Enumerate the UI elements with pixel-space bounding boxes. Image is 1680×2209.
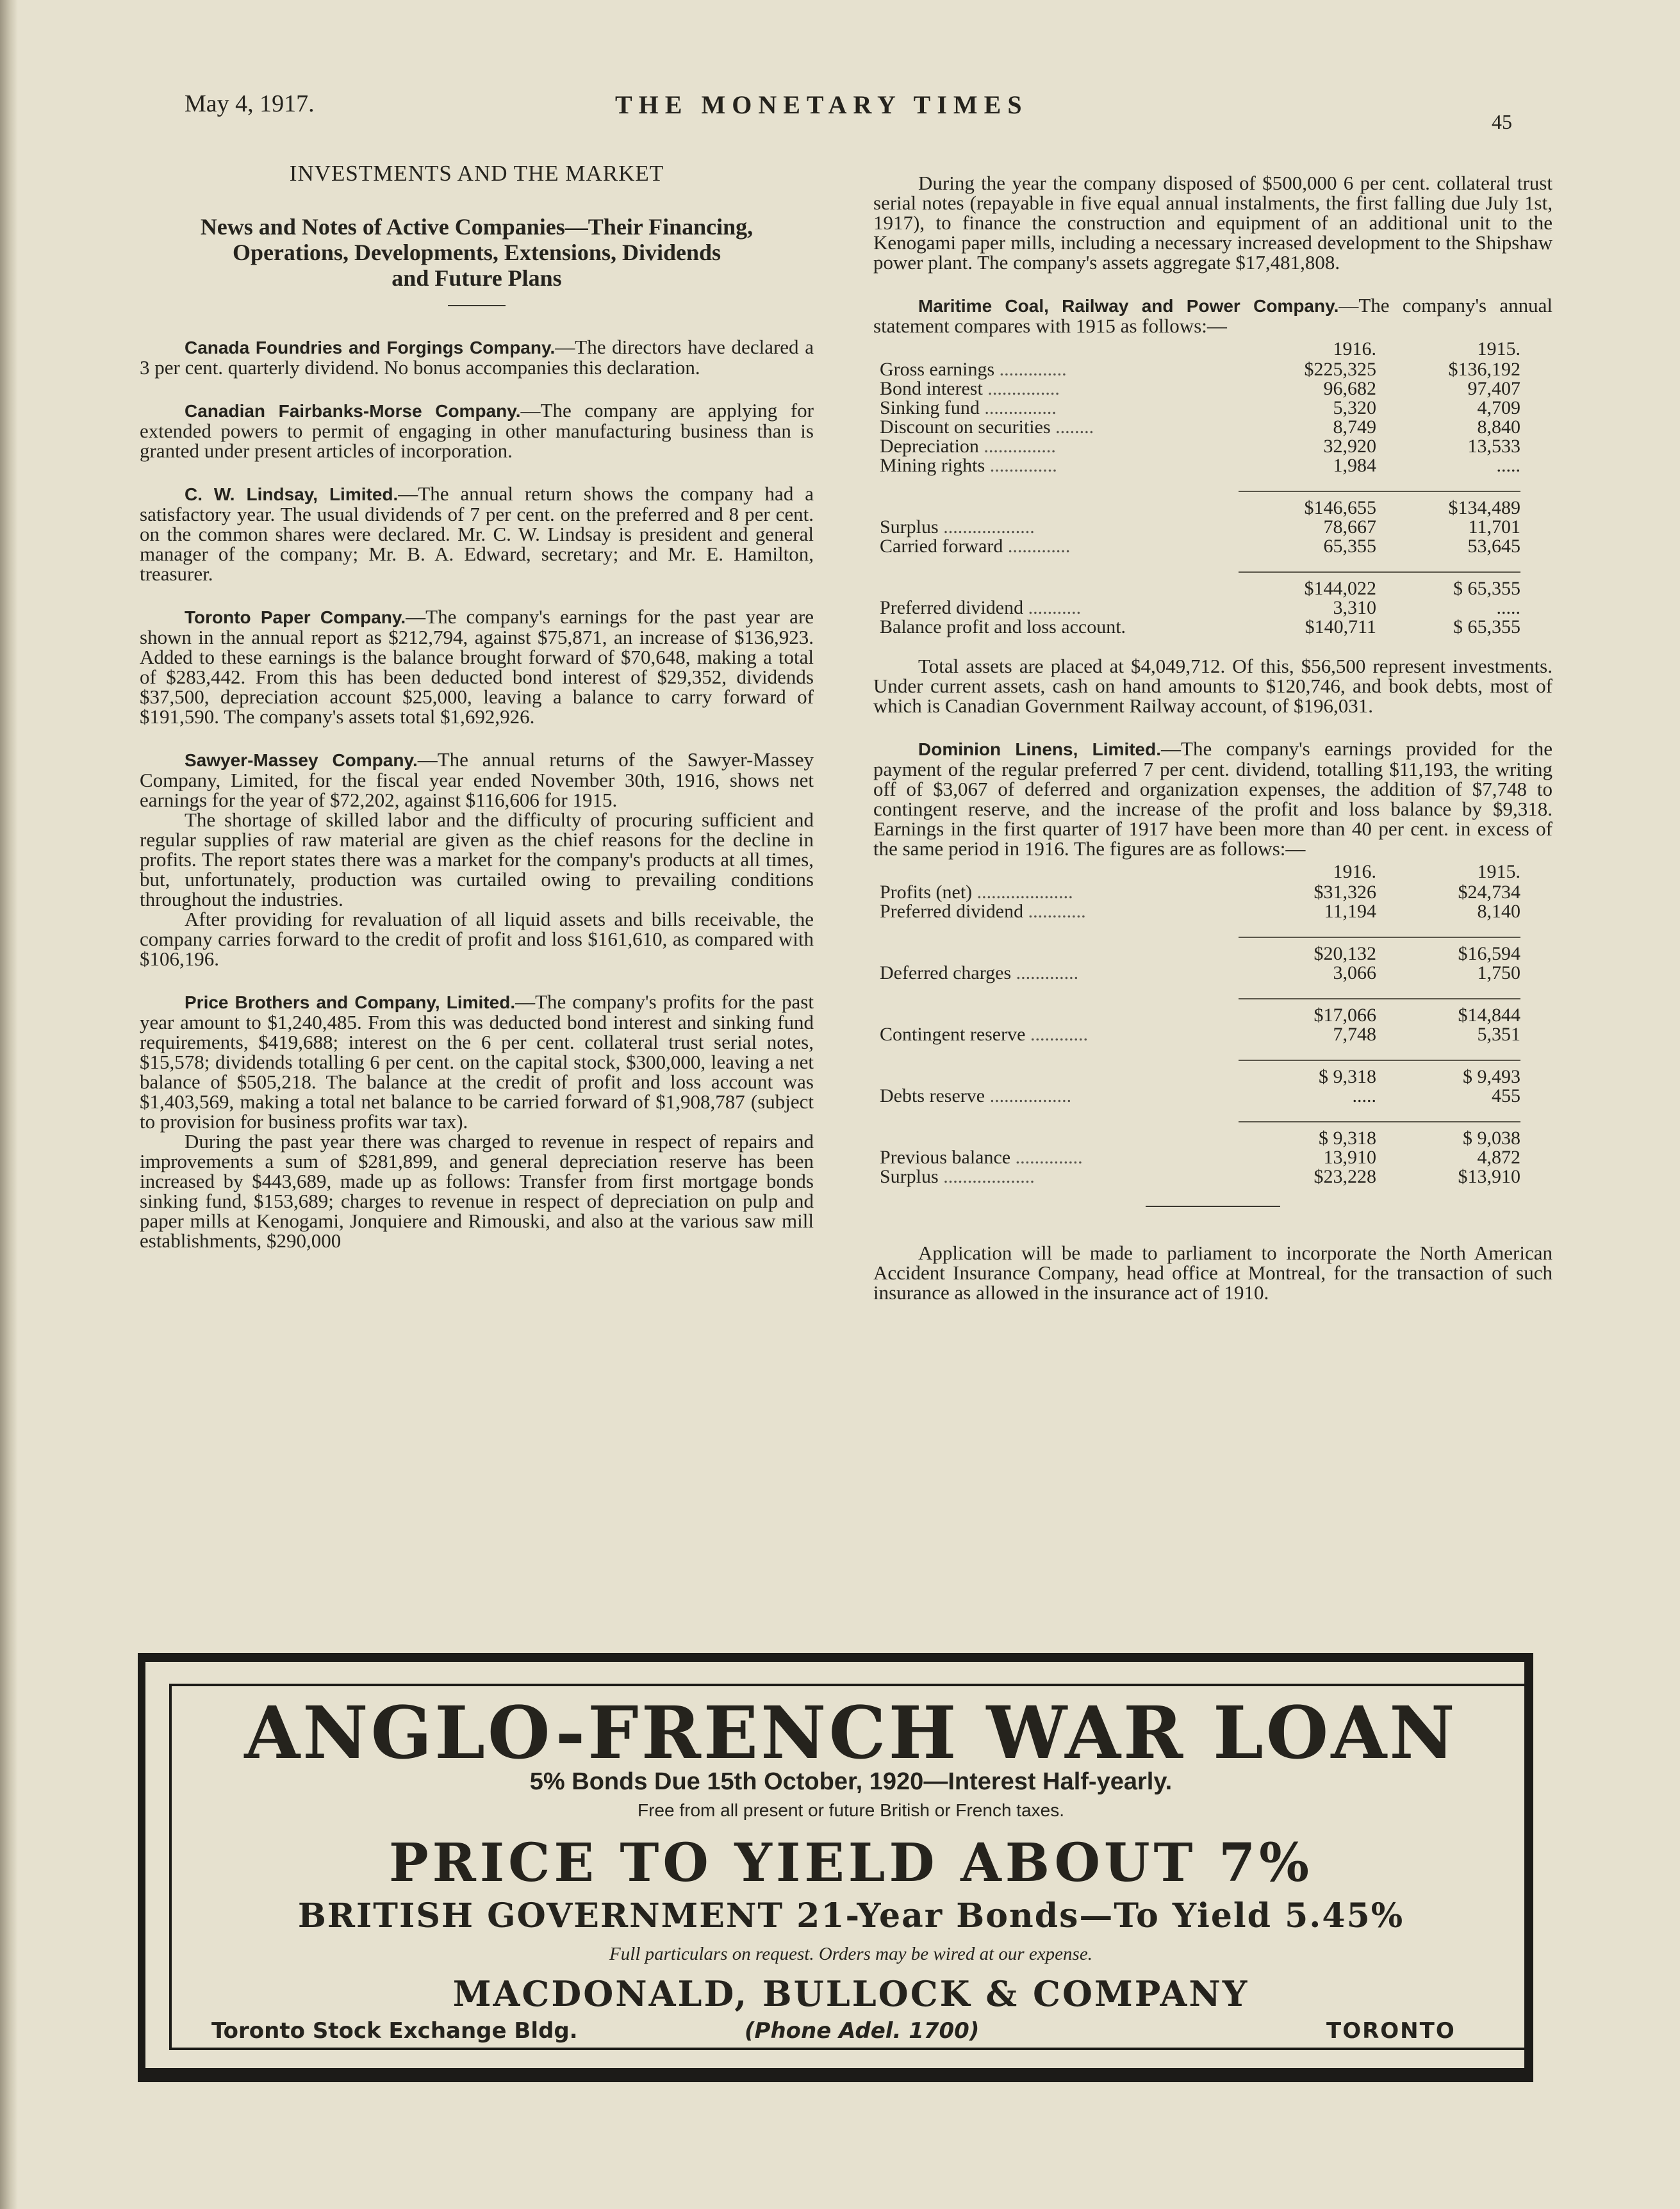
- company-name: Price Brothers and Company, Limited.: [185, 992, 516, 1012]
- row-label: [880, 1025, 1239, 1044]
- value-1916: .....: [1352, 1085, 1376, 1106]
- dot-leader: ..............: [999, 359, 1067, 380]
- value-1915: $ 9,493: [1376, 1060, 1520, 1087]
- row-label-text: Carried forward: [880, 536, 1008, 557]
- dot-leader: ...............: [987, 378, 1060, 399]
- dot-leader: .............: [1007, 536, 1071, 557]
- row-label: [880, 1148, 1239, 1167]
- table-row: [880, 618, 1520, 637]
- row-label: [880, 937, 1239, 964]
- article-price-brothers: [140, 992, 814, 1131]
- article-cw-lindsay: [140, 484, 814, 584]
- table-row: [880, 572, 1520, 598]
- row-label-text: Discount on securities: [880, 416, 1056, 438]
- table-row: [880, 937, 1520, 964]
- ad-bonds-line: 5% Bonds Due 15th October, 1920—Interest Half-yearly.: [529, 1768, 1173, 1795]
- value-1916: 8,749: [1333, 416, 1376, 438]
- ad-firm-name: MACDONALD, BULLOCK & COMPANY: [452, 1973, 1249, 2014]
- issue-date: May 4, 1917.: [185, 90, 315, 117]
- value-1915: 4,872: [1477, 1147, 1520, 1168]
- row-label: [880, 437, 1239, 456]
- company-name: C. W. Lindsay, Limited.: [185, 484, 399, 504]
- year-header: 1915.: [1477, 338, 1520, 359]
- row-label: [880, 360, 1239, 379]
- table-row: [880, 999, 1520, 1025]
- company-name: Toronto Paper Company.: [185, 607, 406, 627]
- row-label: [880, 1167, 1239, 1187]
- row-label-text: Depreciation: [880, 436, 984, 457]
- row-label: [880, 537, 1239, 556]
- row-label: [880, 572, 1239, 598]
- value-1915: $24,734: [1458, 882, 1520, 903]
- row-label: [880, 518, 1239, 537]
- value-1915: $134,489: [1376, 491, 1520, 518]
- section-subtitle-line-2: Operations, Developments, Extensions, Dividends: [232, 240, 721, 265]
- value-1915: $14,844: [1376, 999, 1520, 1025]
- masthead-title: THE MONETARY TIMES: [615, 90, 1028, 119]
- value-1915: 53,645: [1467, 536, 1520, 557]
- value-1915: 13,533: [1467, 436, 1520, 457]
- row-label-text: Surplus: [880, 516, 944, 538]
- divider: [1146, 1206, 1280, 1207]
- article-paragraph: After providing for revaluation of all liquid assets and bills receivable, the company carries forward to the credit of profit and loss $161,610, as compared with $106,196.: [140, 908, 814, 970]
- row-label-text: Mining rights: [880, 455, 990, 476]
- right-column: [873, 173, 1552, 1326]
- row-label-text: Previous balance: [880, 1147, 1016, 1168]
- value-1915: 5,351: [1477, 1024, 1520, 1045]
- row-label: [880, 902, 1239, 921]
- table-row: [880, 491, 1520, 518]
- ad-title: ANGLO-FRENCH WAR LOAN: [244, 1691, 1458, 1775]
- value-1916: 7,748: [1333, 1024, 1376, 1045]
- value-1915: 4,709: [1477, 397, 1520, 418]
- article-text: —The company's annual statement compares with 1915 as follows:—: [873, 294, 1552, 337]
- row-label-text: Gross earnings: [880, 359, 1000, 380]
- row-label: [880, 379, 1239, 398]
- table-row: [880, 518, 1520, 537]
- value-1916: $ 9,318: [1239, 1060, 1376, 1087]
- article-fairbanks-morse: [140, 400, 814, 461]
- left-column: [140, 163, 814, 1251]
- row-label: [880, 456, 1239, 475]
- value-1916: 3,310: [1333, 597, 1376, 618]
- row-label: [880, 1087, 1239, 1106]
- value-1916: 3,066: [1333, 962, 1376, 983]
- value-1915: $ 65,355: [1376, 572, 1520, 598]
- table-header-row: [880, 340, 1520, 360]
- row-label-text: Sinking fund: [880, 397, 985, 418]
- value-1916: $146,655: [1239, 491, 1376, 518]
- value-1916: 11,194: [1324, 901, 1376, 922]
- section-subtitle-line-3: and Future Plans: [391, 265, 562, 291]
- company-name: Canadian Fairbanks-Morse Company.: [185, 401, 521, 421]
- row-label: [880, 618, 1239, 637]
- table-row: [880, 1025, 1520, 1044]
- row-label-text: Profits (net): [880, 882, 977, 903]
- article-text: —The annual return shows the company had a satisfactory year. The usual dividends of 7 per cent. on the preferred and 8 per cent. on the common shares were declared. Mr. C. W. Lindsay is president and general manager of the company; Mr. B. A. Edward, secretary; and Mr. E. Hamilton, treasurer.: [140, 482, 814, 585]
- maritime-statement-table: [880, 340, 1520, 637]
- value-1916: $225,325: [1304, 359, 1376, 380]
- value-1916: 78,667: [1323, 516, 1376, 538]
- row-label-text: Balance profit and loss account.: [880, 616, 1126, 637]
- row-label: [880, 491, 1239, 518]
- table-header-row: [880, 862, 1520, 883]
- row-label-text: Bond interest: [880, 378, 988, 399]
- table-row: [880, 1060, 1520, 1087]
- row-label: [880, 883, 1239, 902]
- value-1916: 5,320: [1333, 397, 1376, 418]
- value-1915: 11,701: [1468, 516, 1520, 538]
- article-text: —The annual returns of the Sawyer-Massey Company, Limited, for the fiscal year ended November 30th, 1916, shows net earnings for the year of $72,202, against $116,606 for 1915.: [140, 748, 814, 811]
- dot-leader: ...........: [1028, 597, 1082, 618]
- table-row: [880, 437, 1520, 456]
- article-insurance-application: Application will be made to parliament to incorporate the North American Accident Insurance Company, head office at Montreal, for the transaction of such insurance as allowed in the insurance act of 1910.: [873, 1242, 1552, 1304]
- ad-british-line: BRITISH GOVERNMENT 21-Year Bonds—To Yield 5.45%: [297, 1896, 1404, 1935]
- value-1915: $ 9,038: [1376, 1122, 1520, 1148]
- article-text: —The company's profits for the past year amount to $1,240,485. From this was deducted bond interest and sinking fund requirements, $419,688; interest on the 6 per cent. collateral trust serial notes, $15,578; dividends totalling 6 per cent. on the capital stock, $300,000, leaving a net balance of $505,218. The balance at the credit of profit and loss account was $1,403,569, making a total net balance to be carried forward of $1,908,787 (subject to provision for business profits war tax).: [140, 990, 814, 1133]
- page-spine-shadow: [0, 0, 18, 2209]
- value-1916: 1,984: [1333, 455, 1376, 476]
- company-name: Dominion Linens, Limited.: [918, 739, 1162, 759]
- ad-phone: (Phone Adel. 1700): [745, 2018, 980, 2044]
- row-label: [880, 999, 1239, 1025]
- article-text: —The company's earnings for the past year are shown in the annual report as $212,794, against $75,871, an increase of $136,923. Added to these earnings is the balance brought forward of $70,648, making a total of $283,442. From this has been deducted bond interest of $29,352, dividends $37,500, depreciation account $25,000, leaving a balance to carry forward of $191,590. The company's assets total $1,692,926.: [140, 605, 814, 728]
- row-label: [880, 1060, 1239, 1087]
- value-1915: $16,594: [1376, 937, 1520, 964]
- article-maritime-coal: [873, 295, 1552, 336]
- article-paragraph: Total assets are placed at $4,049,712. Of this, $56,500 represent investments. Under current assets, cash on hand amounts to $120,746, and book debts, most of which is Canadian Government Railway account, of $196,031.: [873, 655, 1552, 717]
- article-dominion-linens: [873, 739, 1552, 858]
- dot-leader: ........: [1055, 416, 1094, 438]
- row-label: [880, 598, 1239, 618]
- article-text: —The company's earnings provided for the payment of the regular preferred 7 per cent. dividend, totalling $11,193, the writing off of $3,067 of deferred and organization expenses, the addition of $7,748 to contingent reserve, and the increase of the profit and loss balance by $9,318. Earnings in the first quarter of 1917 have been more than 40 per cent. in excess of the same period in 1916. The figures are as follows:—: [873, 737, 1552, 860]
- divider: [448, 305, 506, 306]
- ad-city: TORONTO: [1326, 2018, 1456, 2044]
- row-label-text: Deferred charges: [880, 962, 1016, 983]
- value-1916: 96,682: [1323, 378, 1376, 399]
- dot-leader: .................: [989, 1085, 1072, 1106]
- value-1915: 455: [1492, 1085, 1520, 1106]
- table-row: [880, 456, 1520, 475]
- dot-leader: ............: [1028, 901, 1086, 922]
- value-1915: $ 65,355: [1453, 616, 1520, 637]
- table-row: [880, 1148, 1520, 1167]
- ad-tax-line: Free from all present or future British or French taxes.: [637, 1800, 1065, 1820]
- value-1916: $31,326: [1314, 882, 1376, 903]
- ad-price-line: PRICE TO YIELD ABOUT 7%: [388, 1832, 1314, 1894]
- table-row: [880, 360, 1520, 379]
- table-row: [880, 598, 1520, 618]
- value-1915: .....: [1496, 455, 1520, 476]
- value-1916: 13,910: [1323, 1147, 1376, 1168]
- value-1916: $17,066: [1239, 999, 1376, 1025]
- table-row: [880, 379, 1520, 398]
- dot-leader: ...................: [943, 516, 1035, 538]
- table-row: [880, 1167, 1520, 1187]
- article-paragraph: During the past year there was charged to revenue in respect of repairs and improvements a sum of $281,899, and general depreciation reserve has been increased by $443,689, made up as follows: Transfer from first mortgage bonds sinking fund, $153,689; charges to revenue in respect of depreciation on pulp and paper mills at Kenogami, Jonquiere and Rimouski, and also at the various saw mill establishments, $290,000: [140, 1130, 814, 1252]
- article-sawyer-massey: [140, 750, 814, 810]
- dot-leader: ...............: [984, 436, 1056, 457]
- ad-particulars-line: Full particulars on request. Orders may be wired at our expense.: [609, 1944, 1092, 1964]
- article-paragraph: The shortage of skilled labor and the difficulty of procuring sufficient and regular supplies of raw material are given as the chief reasons for the decline in profits. The report states there was a market for the company's products at all times, but, unfortunately, production was curtailed owing to prevailing conditions throughout the industries.: [140, 809, 814, 910]
- company-name: Sawyer-Massey Company.: [185, 750, 418, 770]
- year-header: 1916.: [1333, 861, 1376, 882]
- value-1916: $144,022: [1239, 572, 1376, 598]
- company-name: Maritime Coal, Railway and Power Company.: [918, 296, 1339, 316]
- article-text: —The directors have declared a 3 per cent. quarterly dividend. No bonus accompanies this declaration.: [140, 336, 814, 379]
- value-1916: $ 9,318: [1239, 1122, 1376, 1148]
- dot-leader: ............: [1030, 1024, 1088, 1045]
- table-row: [880, 418, 1520, 437]
- advertisement-shadow: [138, 2068, 1533, 2082]
- row-label: [880, 964, 1239, 983]
- value-1916: 65,355: [1323, 536, 1376, 557]
- value-1915: 1,750: [1477, 962, 1520, 983]
- year-header: 1916.: [1333, 338, 1376, 359]
- table-row: [880, 883, 1520, 902]
- value-1915: $136,192: [1448, 359, 1520, 380]
- table-row: [880, 902, 1520, 921]
- table-row: [880, 1122, 1520, 1148]
- article-paragraph: During the year the company disposed of $500,000 6 per cent. collateral trust serial notes (repayable in five equal annual instalments, the first falling due July 1st, 1917), to finance the construction and equipment of an additional unit to the Kenogami paper mills, including a necessary increased development to the Shipshaw power plant. The company's assets aggregate $17,481,808.: [873, 172, 1552, 274]
- row-label-text: Preferred dividend: [880, 597, 1028, 618]
- article-toronto-paper: [140, 607, 814, 727]
- row-label-text: Surplus: [880, 1166, 944, 1187]
- value-1915: $13,910: [1458, 1166, 1520, 1187]
- table-row: [880, 537, 1520, 556]
- value-1916: $140,711: [1305, 616, 1376, 637]
- row-label-text: Contingent reserve: [880, 1024, 1030, 1045]
- row-label-text: Preferred dividend: [880, 901, 1028, 922]
- value-1915: 97,407: [1467, 378, 1520, 399]
- dot-leader: ..............: [989, 455, 1057, 476]
- value-1915: 8,840: [1477, 416, 1520, 438]
- company-name: Canada Foundries and Forgings Company.: [185, 338, 556, 357]
- article-text: —The company are applying for extended powers to permit of engaging in other manufacturing business than is granted under present articles of incorporation.: [140, 399, 814, 462]
- section-subtitle-line-1: News and Notes of Active Companies—Their Financing,: [200, 214, 754, 240]
- table-row: [880, 964, 1520, 983]
- value-1915: .....: [1496, 597, 1520, 618]
- dot-leader: ...................: [943, 1166, 1035, 1187]
- table-row: [880, 398, 1520, 418]
- ad-address: Toronto Stock Exchange Bldg.: [211, 2018, 578, 2044]
- table-row: [880, 1087, 1520, 1106]
- page-number: 45: [1492, 110, 1512, 133]
- value-1916: 32,920: [1323, 436, 1376, 457]
- dominion-figures-table: [880, 862, 1520, 1187]
- section-title: INVESTMENTS AND THE MARKET: [289, 161, 664, 186]
- row-label: [880, 398, 1239, 418]
- dot-leader: ..............: [1015, 1147, 1083, 1168]
- value-1916: $23,228: [1314, 1166, 1376, 1187]
- value-1916: $20,132: [1239, 937, 1376, 964]
- row-label: [880, 418, 1239, 437]
- row-label: [880, 1122, 1239, 1148]
- year-header: 1915.: [1477, 861, 1520, 882]
- ad-footer: [211, 2018, 1493, 2046]
- article-canada-foundries: [140, 337, 814, 377]
- dot-leader: .............: [1016, 962, 1079, 983]
- value-1915: 8,140: [1477, 901, 1520, 922]
- dot-leader: ...............: [984, 397, 1057, 418]
- dot-leader: ....................: [976, 882, 1073, 903]
- row-label-text: Debts reserve: [880, 1085, 990, 1106]
